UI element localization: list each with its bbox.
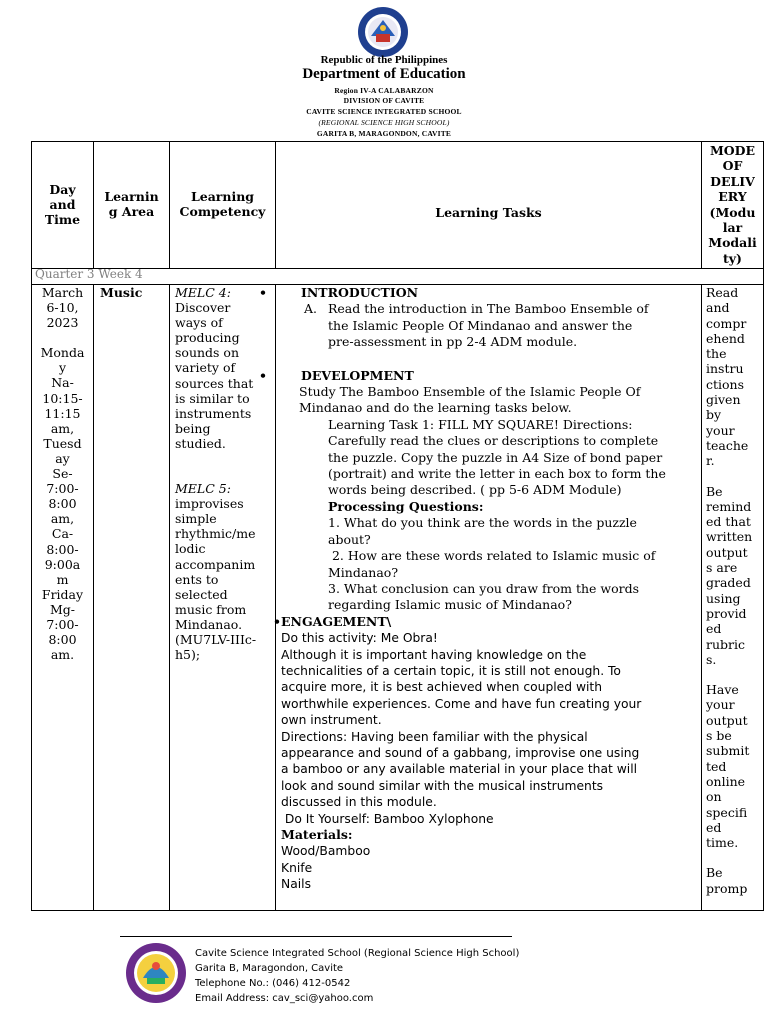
question-1: 1. What do you think are the words in the puzzle about? [328, 515, 637, 547]
day-time-cell [32, 285, 93, 662]
melc5-line: rhythmic/me [175, 526, 256, 542]
mode-line: on [706, 789, 722, 805]
day-time-line: 11:15 [44, 405, 81, 421]
mode-line: ed [706, 621, 722, 637]
mode-line: output [706, 544, 748, 560]
mode-line: given [706, 392, 741, 408]
melc4-label: MELC 4: [175, 285, 231, 300]
mode-line: ehend [706, 330, 745, 346]
melc4-line: sources that [175, 375, 254, 391]
mode-line: ed that [706, 514, 751, 530]
introduction-text: A. Read the introduction in The Bamboo Ensemble of the Islamic People Of Mindanao and answer the pre-assessment in pp 2-4 ADM module. [304, 301, 649, 350]
melc4-line: is similar to [175, 390, 250, 406]
day-time-line [32, 330, 93, 345]
materials-list: Wood/Bamboo Knife Nails [281, 844, 371, 892]
learning-area-cell: Music [100, 285, 143, 300]
footer-address: Garita B, Maragondon, Cavite [195, 963, 344, 974]
mode-line: the [706, 346, 727, 362]
day-time-line: 8:00 [48, 496, 77, 512]
day-time-line: 7:00- [46, 616, 79, 632]
quarter-label: Quarter 3 Week 4 [35, 267, 143, 281]
introduction-heading: • INTRODUCTION [281, 285, 701, 301]
mode-line: instru [706, 361, 744, 377]
processing-questions-heading: Processing Questions: [328, 498, 484, 514]
day-time-line: 7:00- [46, 481, 79, 497]
mode-line: teache [706, 437, 749, 453]
header-department: Department of Education [302, 66, 466, 82]
mode-line: your [706, 422, 735, 438]
melc5-label: MELC 5: [175, 481, 231, 497]
mode-line: submit [706, 743, 750, 759]
mode-line: ed [706, 819, 722, 835]
mode-line: r. [706, 453, 715, 469]
footer-rule [120, 936, 512, 937]
day-time-line: 8:00 [48, 632, 77, 648]
melc5-line: Mindanao. [175, 616, 243, 632]
header-division: DIVISION OF CAVITE [343, 96, 425, 105]
melc5-line: accompanim [175, 556, 256, 572]
mode-line: graded [706, 575, 751, 591]
mode-line: provid [706, 605, 747, 621]
mode-line: online [706, 773, 746, 789]
engagement-text: Do this activity: Me Obra! Although it is important having knowledge on the technicalities of a certain topic, it is still not enough. To acquire more, it is best achieved when coupled with worthwhile experiences. Come and have fun creating your own instrument. Directions: Having been familiar with the physical appearance and sound of a gabbang, improvise one using a bamboo or any available material in your place that will look and sound similar with the musical instruments discussed in this module. Do It Yourself: Bamboo Xylophone [281, 631, 642, 826]
mode-line: remind [706, 498, 752, 514]
header-school: CAVITE SCIENCE INTEGRATED SCHOOL [306, 107, 462, 116]
day-time-line: ay [55, 450, 70, 466]
day-time-line: am. [50, 647, 75, 663]
learning-task-1: Learning Task 1: FILL MY SQUARE! Directions: Carefully read the clues or descriptions to complete the puzzle. Copy the puzzle in A4 Size of bond paper (portrait) and write the letter in each box to form the words being described. ( pp 5-6 ADM Module) Processing Questions: 1. What do you think are the words in the puzzle about? 2. How are these words related to Islamic music of Mindanao? 3. What conclusion can you draw from the words regarding Islamic music of Mindanao? [281, 417, 701, 614]
development-heading: • DEVELOPMENT [281, 368, 701, 384]
deped-seal [357, 6, 409, 58]
day-time-line: 2023 [46, 315, 79, 331]
question-3: 3. What conclusion can you draw from the words regarding Islamic music of Mindanao? [328, 580, 640, 613]
header-republic: Republic of the Philippines [320, 54, 448, 66]
th-learning-tasks: Learning Tasks [435, 205, 542, 220]
engagement-heading: •ENGAGEMENT\ [273, 613, 392, 629]
mode-line: and [706, 300, 730, 316]
mode-line: Be [706, 865, 723, 881]
day-time-line: 6-10, [46, 300, 79, 316]
mode-line: specifi [706, 804, 748, 820]
th-learning-area: Learnin g Area [104, 189, 159, 219]
melc5-line: h5); [175, 647, 201, 663]
melc5-line: simple [175, 511, 217, 527]
learning-tasks-cell [273, 285, 701, 893]
header-region: Region IV-A CALABARZON [334, 86, 434, 95]
mode-line [706, 667, 763, 682]
day-time-line: Mg- [49, 601, 76, 617]
day-time-line: 9:00a [44, 556, 81, 572]
day-time-line: Na- [51, 375, 74, 391]
th-day-time: Day and Time [44, 182, 81, 227]
mode-line: Read [706, 285, 739, 300]
melc4-line: being [175, 420, 211, 436]
mode-line: promp [706, 880, 748, 896]
mode-line: compr [706, 315, 747, 331]
melc4-line: producing [175, 330, 240, 346]
mode-line: s. [706, 651, 717, 667]
mode-line: Have [706, 682, 739, 698]
mode-line: your [706, 697, 735, 713]
header-school-sub: (REGIONAL SCIENCE HIGH SCHOOL) [318, 118, 450, 127]
day-time-line: m [56, 571, 69, 587]
day-time-line: Tuesd [43, 435, 82, 451]
th-mode-of-delivery: MODE OF DELIV ERY (Modu lar Modali ty) [708, 143, 757, 266]
day-time-line: y [58, 360, 67, 376]
footer-telephone: Telephone No.: (046) 412-0542 [195, 978, 351, 989]
melc4-line: Discover [175, 300, 231, 316]
footer-email: Email Address: cav_sci@yahoo.com [195, 993, 374, 1004]
melc5-line: selected [175, 586, 228, 602]
mode-line: output [706, 712, 748, 728]
competency-cell [175, 285, 274, 662]
mode-line: written [706, 529, 753, 545]
mode-line [706, 850, 763, 865]
day-time-line: Se- [52, 466, 73, 482]
mode-line: rubric [706, 636, 746, 652]
day-time-line: am, [50, 420, 75, 436]
materials-heading: Materials: [281, 827, 353, 842]
mode-line: using [706, 590, 741, 606]
mode-line [706, 469, 763, 484]
melc5-line: improvises [175, 496, 244, 512]
school-logo [125, 942, 187, 1004]
day-time-line: March [41, 285, 84, 300]
melc5-line: ents to [175, 571, 219, 587]
day-time-line: Monda [40, 345, 85, 361]
melc4-line: sounds on [175, 345, 240, 361]
mode-line: time. [706, 835, 739, 851]
melc5-line: (MU7LV-IIIc- [175, 631, 257, 647]
melc4-line: instruments [175, 405, 252, 421]
melc4-line: variety of [175, 360, 236, 376]
day-time-line: Friday [41, 586, 84, 602]
th-learning-competency: Learning Competency [179, 189, 266, 219]
mode-line: ctions [706, 376, 745, 392]
mode-of-delivery-cell [706, 285, 763, 896]
header-address: GARITA B, MARAGONDON, CAVITE [316, 129, 452, 138]
mode-line: s be [706, 728, 732, 744]
day-time-line: 8:00- [46, 541, 79, 557]
day-time-line: 10:15- [42, 390, 83, 406]
melc5-line: lodic [175, 541, 206, 557]
melc5-line: music from [175, 601, 247, 617]
day-time-line: am, [50, 511, 75, 527]
day-time-line: Ca- [51, 526, 74, 542]
footer-school: Cavite Science Integrated School (Regional Science High School) [195, 948, 520, 959]
melc4-line: studied. [175, 435, 226, 451]
mode-line: ted [706, 758, 727, 774]
development-text: Study The Bamboo Ensemble of the Islamic People Of Mindanao and do the learning tasks below. [299, 384, 641, 416]
mode-line: Be [706, 483, 723, 499]
question-2: 2. How are these words related to Islamic music of Mindanao? [328, 548, 656, 580]
mode-line: by [706, 407, 722, 423]
melc4-line: ways of [175, 315, 223, 331]
mode-line: s are [706, 560, 738, 576]
